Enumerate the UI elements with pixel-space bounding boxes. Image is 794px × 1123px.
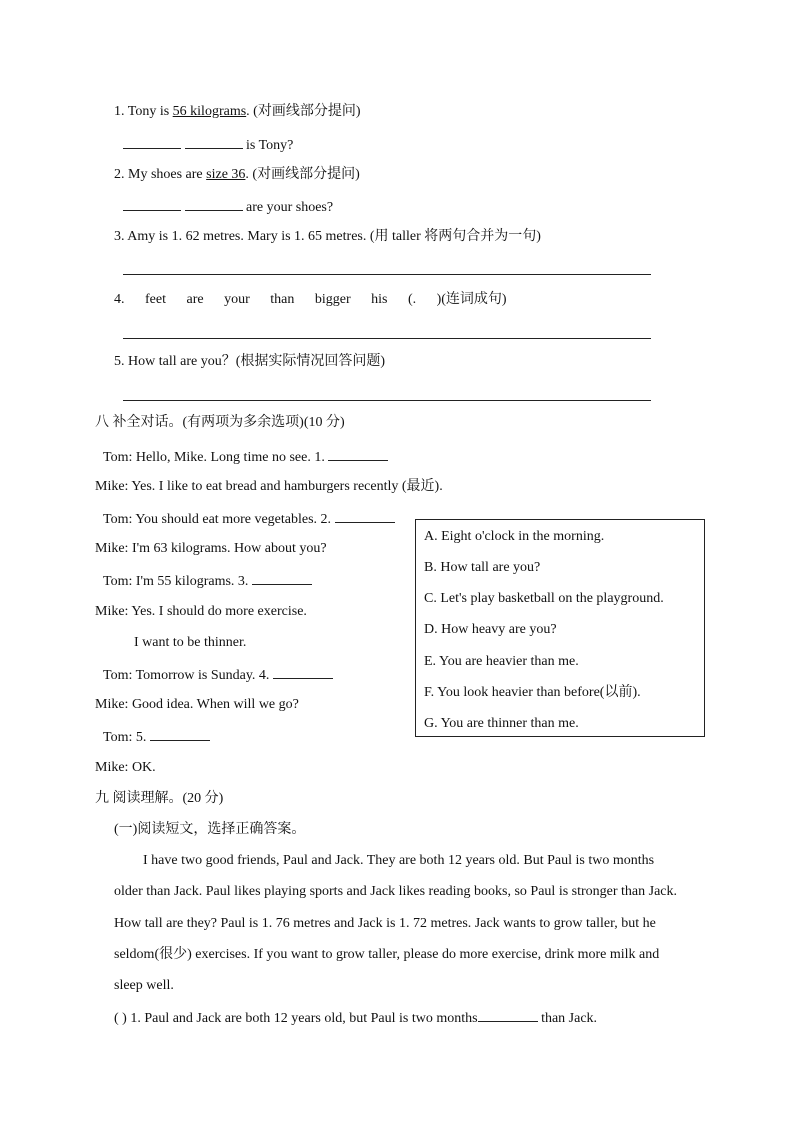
dialog-text: Tom: Tomorrow is Sunday. 4. bbox=[103, 668, 270, 683]
option-g: G. You are thinner than me. bbox=[424, 716, 579, 731]
dialog-line bbox=[103, 571, 312, 591]
q7-item-1-pre: 1. Tony is bbox=[114, 104, 173, 119]
passage-line: I have two good friends, Paul and Jack. They are both 12 years old. But Paul is two months bbox=[143, 853, 655, 868]
reading-question-1-tail: than Jack. bbox=[541, 1011, 598, 1026]
option-b: B. How tall are you? bbox=[424, 560, 541, 575]
dialog-line: Mike: Yes. I like to eat bread and hamburgers recently (最近). bbox=[95, 479, 443, 494]
options-box bbox=[415, 519, 705, 737]
dialog-line: Mike: OK. bbox=[95, 760, 156, 775]
q7-item-2-answer bbox=[123, 197, 333, 217]
answer-blank[interactable] bbox=[185, 135, 243, 149]
option-c: C. Let's play basketball on the playground. bbox=[424, 591, 664, 606]
dialog-line: Mike: I'm 63 kilograms. How about you? bbox=[95, 541, 327, 556]
dialog-blank-4[interactable] bbox=[273, 665, 333, 679]
answer-line[interactable] bbox=[123, 338, 651, 339]
dialog-blank-2[interactable] bbox=[335, 509, 395, 523]
q7-item-4-words: 4. feet are your than bigger his (. ) bbox=[114, 292, 442, 307]
option-f: F. You look heavier than before(以前). bbox=[424, 685, 641, 700]
q7-item-2-pre: 2. My shoes are bbox=[114, 167, 207, 182]
answer-line[interactable] bbox=[123, 274, 651, 275]
section-9-subheading: (一)阅读短文，选择正确答案。 bbox=[114, 822, 306, 837]
dialog-line bbox=[103, 447, 388, 467]
q7-item-1-instruction: . (对画线部分提问) bbox=[246, 104, 361, 119]
q7-item-2-instruction: . (对画线部分提问) bbox=[245, 167, 360, 182]
section-8-heading: 八 补全对话。(有两项为多余选项)(10 分) bbox=[95, 415, 345, 430]
dialog-text: Tom: You should eat more vegetables. 2. bbox=[103, 512, 332, 527]
dialog-text: Tom: 5. bbox=[103, 730, 147, 745]
dialog-text: Tom: Hello, Mike. Long time no see. 1. bbox=[103, 450, 325, 465]
q7-item-2-underlined: size 36 bbox=[206, 167, 246, 182]
q7-item-5: 5. How tall are you？(根据实际情况回答问题) bbox=[114, 354, 386, 369]
dialog-blank-5[interactable] bbox=[150, 727, 210, 741]
dialog-line: Mike: Yes. I should do more exercise. bbox=[95, 604, 307, 619]
q7-item-1-answer-tail: is Tony? bbox=[246, 138, 294, 153]
dialog-text: Tom: I'm 55 kilograms. 3. bbox=[103, 574, 249, 589]
passage-line: older than Jack. Paul likes playing sports and Jack likes reading books, so Paul is stronger than Jack. bbox=[114, 884, 678, 899]
section-9-heading: 九 阅读理解。(20 分) bbox=[95, 791, 224, 806]
dialog-line bbox=[103, 509, 395, 529]
option-e: E. You are heavier than me. bbox=[424, 654, 579, 669]
q7-item-2 bbox=[114, 166, 360, 184]
reading-blank[interactable] bbox=[478, 1008, 538, 1022]
q7-item-1 bbox=[114, 103, 361, 121]
dialog-line: I want to be thinner. bbox=[134, 635, 247, 650]
passage-line: How tall are they? Paul is 1. 76 metres and Jack is 1. 72 metres. Jack wants to grow taller, but he bbox=[114, 916, 656, 931]
reading-question-1 bbox=[114, 1008, 597, 1028]
answer-blank[interactable] bbox=[123, 197, 181, 211]
dialog-line bbox=[103, 727, 210, 747]
q7-item-2-answer-tail: are your shoes? bbox=[246, 200, 334, 215]
dialog-blank-3[interactable] bbox=[252, 571, 312, 585]
q7-item-4-instruction: (连词成句) bbox=[441, 292, 507, 307]
q7-item-1-underlined: 56 kilograms bbox=[172, 104, 247, 119]
answer-blank[interactable] bbox=[123, 135, 181, 149]
q7-item-3: 3. Amy is 1. 62 metres. Mary is 1. 65 metres. (用 taller 将两句合并为一句) bbox=[114, 229, 541, 244]
dialog-blank-1[interactable] bbox=[328, 447, 388, 461]
passage-line: sleep well. bbox=[114, 978, 174, 993]
answer-blank[interactable] bbox=[185, 197, 243, 211]
q7-item-1-answer bbox=[123, 135, 293, 155]
answer-line[interactable] bbox=[123, 400, 651, 401]
answer-paren[interactable]: ( ) bbox=[114, 1011, 127, 1026]
dialog-line: Mike: Good idea. When will we go? bbox=[95, 697, 299, 712]
reading-question-1-text: 1. Paul and Jack are both 12 years old, but Paul is two months bbox=[130, 1011, 478, 1026]
passage-line: seldom(很少) exercises. If you want to grow taller, please do more exercise, drink more milk and bbox=[114, 947, 660, 962]
option-d: D. How heavy are you? bbox=[424, 622, 557, 637]
option-a: A. Eight o'clock in the morning. bbox=[424, 529, 605, 544]
q7-item-4 bbox=[114, 291, 507, 309]
dialog-line bbox=[103, 665, 333, 685]
